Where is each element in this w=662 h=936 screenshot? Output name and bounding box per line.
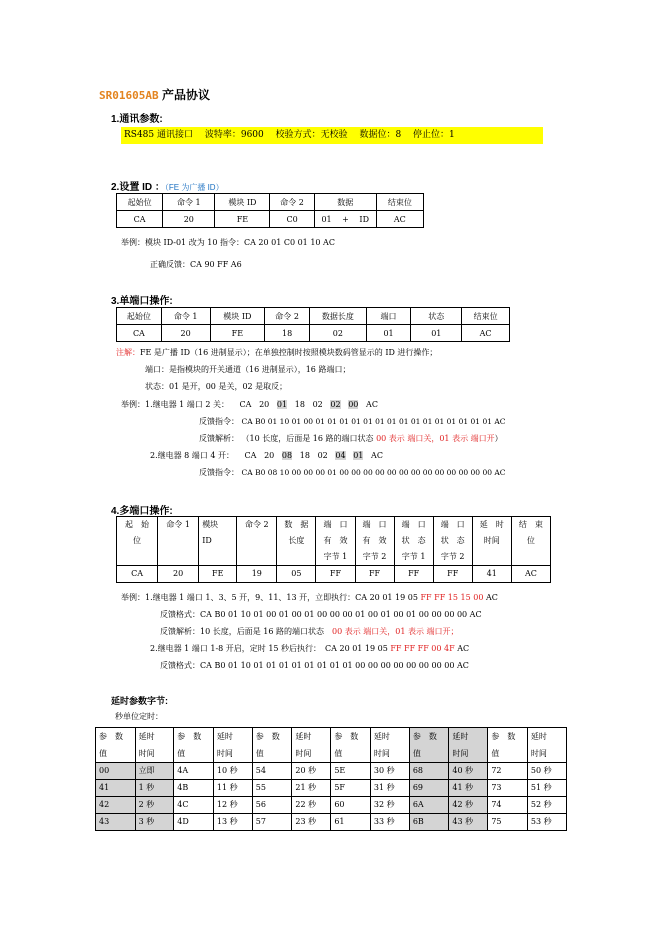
table-cell: 5F [331,780,371,797]
table-cell: 13 秒 [213,814,252,831]
table-cell: FF [433,566,472,583]
table-row [96,797,567,814]
header-line: 参 数 [334,732,359,741]
example-2-highlight: FF FF FF 00 4F [390,644,455,653]
table-cell: 74 [488,797,528,814]
table-header-cell: 命令 1 [163,194,215,211]
table-header-cell [135,728,174,763]
table-cell: 55 [252,780,292,797]
table-cell: AC [511,566,550,583]
table-header-cell: 有 效 [362,536,387,545]
example-2-label: 2.继电器 8 端口 4 开： [150,451,234,460]
table-cell: FF [316,566,355,583]
multi-port-format-1 [160,609,482,620]
single-port-note [116,347,437,358]
feedback-label: 反馈指令： [199,417,239,426]
table-cell: 4A [174,763,214,780]
table-cell: 40 秒 [449,763,488,780]
table-cell: 41 [472,566,511,583]
header-line: 参 数 [412,732,437,741]
table-header-cell [449,728,488,763]
table-header-cell: 长度 [288,536,305,545]
table-cell: 4B [174,780,214,797]
set-id-example: 举例：模块 ID-01 改为 10 指令：CA 20 01 C0 01 10 AC [121,238,335,247]
parse-highlight: 00 表示 端口关，01 表示 端口开； [332,627,459,636]
table-cell: 4C [174,797,214,814]
header-line: 时间 [373,749,390,758]
table-cell: 53 秒 [527,814,566,831]
section-1-heading: 1.通讯参数: [111,114,163,125]
table-cell: FE [210,325,265,342]
multi-port-example-1 [121,592,498,603]
table-cell: 20 秒 [292,763,331,780]
table-cell: 43 秒 [449,814,488,831]
multi-port-parse [160,626,459,637]
table-cell: 68 [409,763,449,780]
set-id-table [116,193,424,228]
parse-label: 反馈解析： [160,627,200,636]
table-cell: 2 秒 [135,797,174,814]
example-2-end: AC [454,644,470,653]
table-cell: FE [199,566,237,583]
header-line: 延时 [295,732,312,741]
table-header-cell [409,728,449,763]
table-cell: 18 [265,325,310,342]
table-header-cell: 延 时 [479,520,504,529]
table-header-cell [292,728,331,763]
delay-sub-heading: 秒单位定时： [115,712,163,721]
feedback-bytes: CA B0 01 10 01 00 01 01 01 01 01 01 01 01 01 01 01 01 01 01 01 AC [241,417,506,426]
note-line-3: 状态：01 是开，00 是关，02 是取反； [145,382,288,391]
parse-label: 反馈解析： [199,434,239,443]
table-cell: 21 秒 [292,780,331,797]
header-line: 时间 [138,749,155,758]
parse-end: ） [494,434,503,443]
table-cell: 12 秒 [213,797,252,814]
header-line: 延时 [452,732,469,741]
table-cell: 57 [252,814,292,831]
table-cell: 23 秒 [292,814,331,831]
table-header-cell: 结束位 [462,308,510,325]
cmd-byte: 18 [299,451,310,460]
table-header-cell: 端 口 [323,520,348,529]
table-header-cell: 端 口 [440,520,465,529]
table-cell: 61 [331,814,371,831]
parse-highlight: 00 表示 端口关，01 表示 端口开 [376,434,495,443]
cmd-byte: 02 [330,400,341,409]
table-cell: AC [462,325,510,342]
header-line: 参 数 [99,732,123,741]
multi-port-table [116,516,551,583]
table-cell: 20 [158,566,199,583]
table-cell: FF [355,566,394,583]
table-cell: FE [215,211,270,228]
table-header-cell [174,728,214,763]
table-cell: 42 [96,797,136,814]
table-cell: 41 [96,780,136,797]
header-line: 值 [491,749,500,758]
header-line: 时间 [295,749,312,758]
section-4-heading: 4.多端口操作: [111,506,173,517]
table-header-cell: 位 [133,536,142,545]
example-label: 举例： [121,400,145,409]
header-line: 值 [99,749,107,758]
table-cell: 50 秒 [527,763,566,780]
section-2-title: 2.设置 ID ： [111,182,165,193]
cmd-byte: 02 [312,400,323,409]
table-cell: 73 [488,780,528,797]
table-cell: 19 [237,566,277,583]
table-row [96,814,567,831]
table-header-cell: 字节 2 [362,552,387,561]
example-2-text: 2.继电器 1 端口 1-8 开启，定时 15 秒后执行： CA 20 01 19 05 [150,644,391,653]
table-cell: AC [376,211,423,228]
table-cell: 72 [488,763,528,780]
single-port-parse-1 [199,433,503,444]
cmd-byte: 20 [264,451,275,460]
set-id-feedback: 正确反馈：CA 90 FF A6 [150,260,242,269]
table-header-cell: 结 束 [518,520,543,529]
table-header-cell: 状态 [411,308,462,325]
feedback-bytes: CA B0 08 10 00 00 00 01 00 00 00 00 00 00 00 00 00 00 00 00 00 AC [241,468,506,477]
header-line: 值 [177,749,186,758]
single-port-feedback-1 [199,416,506,427]
table-cell: 10 秒 [213,763,252,780]
table-cell: 52 秒 [527,797,566,814]
header-line: 延时 [373,732,390,741]
cmd-byte: CA [239,400,252,409]
format-bytes: CA B0 01 10 01 00 01 00 01 00 00 00 01 00 01 00 01 00 00 00 00 AC [200,610,482,619]
table-header-cell: 命令 2 [265,308,310,325]
table-header-cell: 端口 [366,308,411,325]
cmd-byte: 04 [335,451,346,460]
table-header-cell: 字节 1 [401,552,426,561]
table-header-cell: 数 据 [284,520,309,529]
table-header-cell [370,728,409,763]
cmd-byte: 01 [276,400,288,409]
cmd-byte: 08 [281,451,293,460]
format-label: 反馈格式： [160,610,200,619]
note-line-1: FE 是广播 ID（16 进制显示）；在单独控制时按照模块数码管显示的 ID 进行操作； [140,348,438,357]
cmd-byte: CA [244,451,257,460]
single-port-table [116,307,510,342]
section-2-heading [111,178,224,193]
header-line: 参 数 [491,732,516,741]
format-bytes: CA B0 01 10 01 01 01 01 01 01 01 01 00 00 00 00 00 00 00 00 AC [200,661,469,670]
table-cell: 30 秒 [370,763,409,780]
parse-text: 10 长度，后面是 16 路的端口状态 [200,627,332,636]
table-cell: 54 [252,763,292,780]
feedback-label: 反馈指令： [199,468,239,477]
table-header-cell: 时间 [483,536,500,545]
example-1-highlight: FF FF 15 15 00 [420,593,484,602]
page-title [99,86,210,103]
header-line: 参 数 [177,732,202,741]
single-port-example-2 [150,450,383,461]
table-cell: 01 [411,325,462,342]
table-header-cell: 模块 ID [215,194,270,211]
table-cell: 5E [331,763,371,780]
table-cell: 69 [409,780,449,797]
table-header-cell: 命令 1 [166,520,190,529]
cmd-byte: 01 [353,451,364,460]
example-label: 举例： [121,593,145,602]
cmd-byte: 20 [259,400,270,409]
comm-params: RS485 通讯接口 波特率：9600 校验方式：无校验 数据位：8 停止位：1 [121,127,543,144]
table-cell: 1 秒 [135,780,174,797]
table-cell: C0 [270,211,314,228]
table-cell: 11 秒 [213,780,252,797]
table-cell: 32 秒 [370,797,409,814]
header-line: 参 数 [255,732,280,741]
table-cell: 4D [174,814,214,831]
table-cell: 22 秒 [292,797,331,814]
single-port-feedback-2 [199,467,506,478]
table-header-cell [252,728,292,763]
table-header-cell: 起始位 [117,308,162,325]
header-line: 时间 [452,749,469,758]
cmd-byte: AC [371,451,383,460]
table-header-cell: 状 态 [440,536,465,545]
delay-params-heading: 延时参数字节: [111,696,168,706]
table-header-cell: 命令 1 [161,308,210,325]
table-header-cell [331,728,371,763]
product-code: SR01605AB [99,89,159,102]
table-header-cell: 端 口 [362,520,387,529]
table-cell: 60 [331,797,371,814]
header-line: 值 [255,749,264,758]
table-header-cell: 模块 [202,520,219,529]
cmd-byte: 02 [317,451,328,460]
table-cell: 33 秒 [370,814,409,831]
example-1-label: 1.继电器 1 端口 2 关： [145,400,229,409]
table-cell: 3 秒 [135,814,174,831]
table-cell: 02 [309,325,366,342]
table-cell: 20 [163,211,215,228]
header-line: 延时 [530,732,547,741]
table-header-cell: 起始位 [117,194,163,211]
header-line: 延时 [216,732,233,741]
table-header-cell: 位 [526,536,535,545]
note-label: 注解： [116,348,140,357]
header-line: 值 [412,749,421,758]
table-cell: 6A [409,797,449,814]
table-header-cell: 模块 ID [210,308,265,325]
table-row [96,763,567,780]
delay-table [95,727,567,831]
title-text: 产品协议 [161,88,210,102]
table-cell: CA [117,566,158,583]
table-header-cell: 数据长度 [309,308,366,325]
multi-port-format-2 [160,660,469,671]
table-header-cell: 状 态 [401,536,426,545]
multi-port-example-2 [150,643,469,654]
header-line: 时间 [530,749,547,758]
table-header-cell: 字节 2 [440,552,465,561]
header-line: 值 [334,749,343,758]
cmd-byte: 18 [294,400,305,409]
example-1-end: AC [483,593,498,602]
single-port-example-1 [121,399,378,410]
table-cell: CA [117,211,163,228]
header-line: 延时 [138,732,155,741]
table-cell: 01 + ID [314,211,376,228]
format-label: 反馈格式： [160,661,200,670]
table-cell: 56 [252,797,292,814]
table-cell: 51 秒 [527,780,566,797]
table-header-cell: 字节 1 [323,552,348,561]
table-cell: 20 [161,325,210,342]
table-cell: 立即 [135,763,174,780]
table-header-cell [213,728,252,763]
table-cell: CA [117,325,162,342]
table-header-cell: 端 口 [401,520,426,529]
table-cell: 01 [366,325,411,342]
table-header-cell: 结束位 [376,194,423,211]
table-cell: 6B [409,814,449,831]
cmd-byte: AC [366,400,378,409]
table-header-cell: ID [202,536,212,545]
table-header-cell: 数据 [314,194,376,211]
table-header-cell [96,728,136,763]
table-row [96,780,567,797]
broadcast-note: （FE 为广播 ID） [164,183,224,192]
parse-text: （10 长度，后面是 16 路的端口状态 [241,434,377,443]
table-cell: 05 [277,566,316,583]
table-cell: 43 [96,814,136,831]
table-header-cell: 命令 2 [270,194,314,211]
table-header-cell [488,728,528,763]
example-1-text: 1.继电器 1 端口 1、3、5 开，9、11、13 开，立即执行：CA 20 01 19 05 [145,593,421,602]
table-cell: 31 秒 [370,780,409,797]
cmd-byte: 00 [348,400,359,409]
table-cell: 41 秒 [449,780,488,797]
section-3-heading: 3.单端口操作: [111,296,173,307]
header-line: 时间 [216,749,233,758]
table-cell: FF [394,566,433,583]
table-header-cell: 命令 2 [244,520,269,529]
table-header-cell: 起 始 [125,520,150,529]
table-cell: 75 [488,814,528,831]
table-header-cell [527,728,566,763]
note-line-2: 端口：是指模块的开关通道（16 进制显示），16 路端口； [145,365,351,374]
table-header-cell: 有 效 [323,536,348,545]
table-cell: 00 [96,763,136,780]
table-cell: 42 秒 [449,797,488,814]
